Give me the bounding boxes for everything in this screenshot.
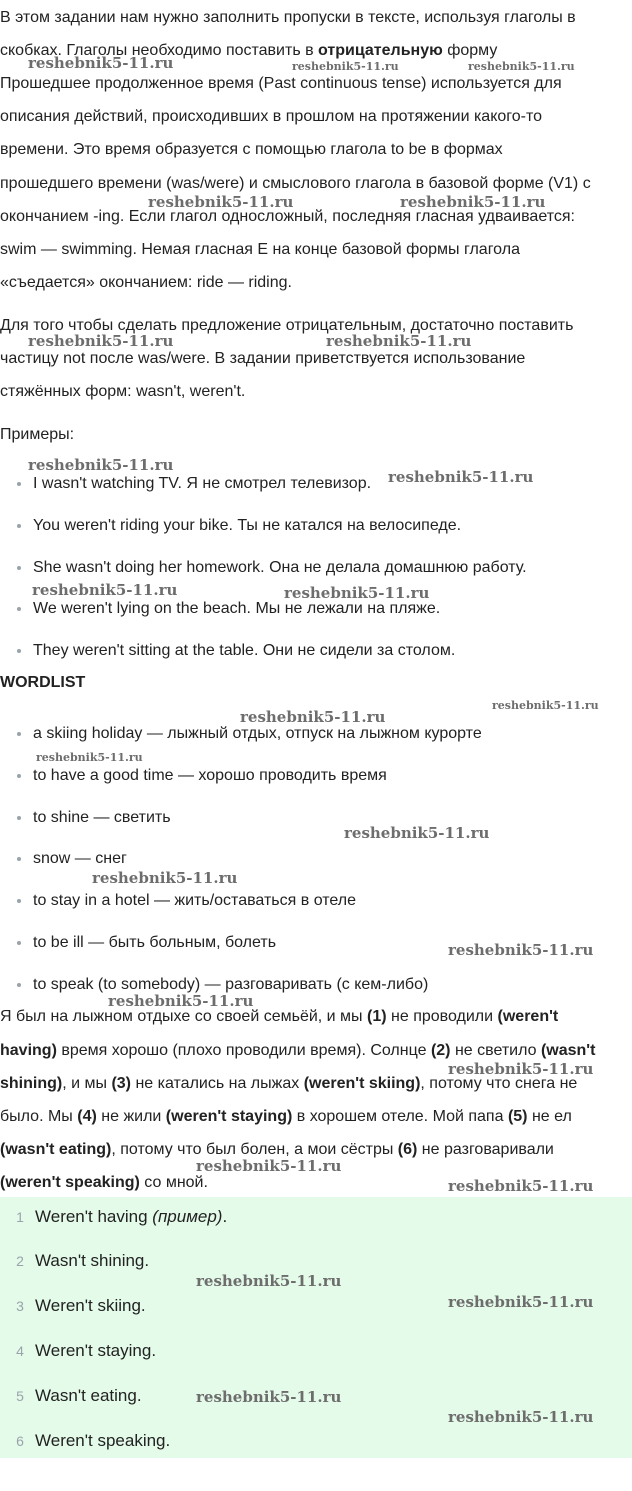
intro-bold-word: отрицательную — [318, 42, 443, 59]
negation-line: частицу not после was/were. В задании приветствуется использование — [0, 350, 526, 367]
watermark: reshebnik5-11.ru — [28, 332, 174, 350]
word-text: to have a good time — хорошо проводить время — [33, 767, 387, 784]
gap-answer: (weren't — [497, 1008, 559, 1025]
translation-text: не светило — [450, 1042, 541, 1059]
translation-text: в хорошем отеле. Мой папа — [292, 1108, 508, 1125]
answer-end: . — [222, 1207, 228, 1226]
translation-text: не жили — [96, 1108, 166, 1125]
answer-number: 4 — [16, 1343, 24, 1359]
bullet-icon — [17, 774, 21, 778]
watermark: reshebnik5-11.ru — [28, 456, 174, 474]
translation-text: не ел — [527, 1108, 572, 1125]
watermark: reshebnik5-11.ru — [196, 1272, 342, 1290]
gap-answer: (weren't staying) — [165, 1108, 293, 1125]
translation-line — [0, 1007, 558, 1027]
watermark: reshebnik5-11.ru — [344, 824, 490, 842]
translation-line — [0, 1041, 595, 1061]
answer-text: Weren't staying. — [35, 1341, 157, 1360]
bullet-icon — [17, 941, 21, 945]
example-text: You weren't riding your bike. Ты не катался на велосипеде. — [33, 517, 462, 534]
answer-number: 1 — [16, 1209, 24, 1225]
watermark: reshebnik5-11.ru — [388, 468, 534, 486]
wordlist-heading: WORDLIST — [0, 674, 86, 691]
watermark: reshebnik5-11.ru — [448, 1408, 594, 1426]
bullet-icon — [17, 524, 21, 528]
translation-text: , и мы — [62, 1075, 112, 1092]
watermark: reshebnik5-11.ru — [240, 708, 386, 726]
bullet-icon — [17, 607, 21, 611]
word-text: snow — снег — [33, 850, 127, 867]
gap-answer: shining) — [0, 1075, 63, 1092]
gap-number: (4) — [77, 1108, 97, 1125]
example-text: They weren't sitting at the table. Они не сидели за столом. — [33, 642, 456, 659]
negation-line: Для того чтобы сделать предложение отрицательным, достаточно поставить — [0, 317, 574, 334]
translation-text: со мной. — [139, 1174, 208, 1191]
bullet-icon — [17, 649, 21, 653]
examples-heading: Примеры: — [0, 426, 75, 443]
answer-number: 5 — [16, 1388, 24, 1404]
bullet-icon — [17, 857, 21, 861]
answer-text: Wasn't shining. — [35, 1251, 150, 1270]
watermark: reshebnik5-11.ru — [284, 584, 430, 602]
gap-number: (2) — [430, 1042, 451, 1059]
grammar-line: «съедается» окончанием: ride — riding. — [0, 274, 292, 291]
watermark: reshebnik5-11.ru — [400, 193, 546, 211]
answer-text — [35, 1205, 227, 1229]
watermark: reshebnik5-11.ru — [468, 60, 575, 73]
grammar-line: Прошедшее продолженное время (Past continuous tense) используется для — [0, 75, 562, 92]
word-text: to speak (to somebody) — разговаривать (с кем-либо) — [33, 976, 429, 993]
watermark: reshebnik5-11.ru — [196, 1388, 342, 1406]
answer-number: 6 — [16, 1433, 24, 1449]
translation-line — [0, 1173, 208, 1193]
example-text: We weren't lying on the beach. Мы не лежали на пляже. — [33, 600, 441, 617]
example-text: She wasn't doing her homework. Она не делала домашнюю работу. — [33, 559, 527, 576]
watermark: reshebnik5-11.ru — [92, 869, 238, 887]
gap-answer: (weren't speaking) — [0, 1174, 140, 1191]
watermark: reshebnik5-11.ru — [148, 193, 294, 211]
grammar-line: описания действий, происходивших в прошлом на протяжении какого-то — [0, 108, 543, 125]
word-text: to shine — светить — [33, 809, 171, 826]
word-text: to stay in a hotel — жить/оставаться в отеле — [33, 892, 356, 909]
answer-number: 2 — [16, 1253, 24, 1269]
negation-line: стяжённых форм: wasn't, weren't. — [0, 383, 246, 400]
answer-value: Weren't having — [35, 1207, 153, 1226]
answer-note: (пример) — [152, 1207, 223, 1226]
bullet-icon — [17, 566, 21, 570]
watermark: reshebnik5-11.ru — [108, 992, 254, 1010]
watermark: reshebnik5-11.ru — [448, 941, 594, 959]
translation-text: Я был на лыжном отдыхе со своей семьёй, и мы — [0, 1008, 367, 1025]
example-text: I wasn't watching TV. Я не смотрел телевизор. — [33, 475, 372, 492]
gap-number: (3) — [111, 1075, 131, 1092]
gap-number: (1) — [367, 1008, 387, 1025]
watermark: reshebnik5-11.ru — [28, 54, 174, 72]
gap-number: (5) — [507, 1108, 528, 1125]
translation-line — [0, 1107, 572, 1127]
intro-line-1: В этом задании нам нужно заполнить пропуски в тексте, используя глаголы в — [0, 9, 576, 26]
translation-text: , потому что был болен, а мои сёстры — [111, 1141, 398, 1158]
grammar-line: времени. Это время образуется с помощью глагола to be в формах — [0, 141, 503, 158]
translation-text: не разговаривали — [417, 1141, 554, 1158]
translation-text: не проводили — [386, 1008, 498, 1025]
watermark: reshebnik5-11.ru — [448, 1060, 594, 1078]
watermark: reshebnik5-11.ru — [448, 1293, 594, 1311]
answer-number: 3 — [16, 1298, 24, 1314]
intro-text-end: форму — [442, 42, 498, 59]
gap-answer: (wasn't — [540, 1042, 596, 1059]
watermark: reshebnik5-11.ru — [196, 1157, 342, 1175]
answer-text: Wasn't eating. — [35, 1386, 142, 1405]
word-text: to be ill — быть больным, болеть — [33, 934, 277, 951]
watermark: reshebnik5-11.ru — [326, 332, 472, 350]
watermark: reshebnik5-11.ru — [492, 699, 599, 712]
watermark: reshebnik5-11.ru — [32, 581, 178, 599]
grammar-line: окончанием -ing. Если глагол односложный, последняя гласная удваивается: — [0, 208, 575, 225]
bullet-icon — [17, 816, 21, 820]
translation-text: время хорошо (плохо проводили время). Солнце — [56, 1042, 431, 1059]
bullet-icon — [17, 732, 21, 736]
bullet-icon — [17, 983, 21, 987]
watermark: reshebnik5-11.ru — [448, 1177, 594, 1195]
bullet-icon — [17, 899, 21, 903]
watermark: reshebnik5-11.ru — [36, 751, 143, 764]
intro-text: скобках. Глаголы необходимо поставить в — [0, 42, 319, 59]
gap-answer: having) — [0, 1042, 57, 1059]
word-text: a skiing holiday — лыжный отдых, отпуск на лыжном курорте — [33, 725, 482, 742]
gap-answer: (wasn't eating) — [0, 1141, 112, 1158]
translation-text: было. Мы — [0, 1108, 78, 1125]
translation-text: , потому что снега не — [420, 1075, 578, 1092]
watermark: reshebnik5-11.ru — [292, 60, 399, 73]
gap-number: (6) — [397, 1141, 418, 1158]
translation-text: не катались на лыжах — [131, 1075, 304, 1092]
grammar-line: прошедшего времени (was/were) и смыслового глагола в базовой форме (V1) с — [0, 175, 591, 192]
bullet-icon — [17, 482, 21, 486]
grammar-line: swim — swimming. Немая гласная E на конце базовой формы глагола — [0, 241, 520, 258]
gap-answer: (weren't skiing) — [303, 1075, 421, 1092]
answer-text: Weren't speaking. — [35, 1431, 171, 1450]
answer-text: Weren't skiing. — [35, 1296, 146, 1315]
